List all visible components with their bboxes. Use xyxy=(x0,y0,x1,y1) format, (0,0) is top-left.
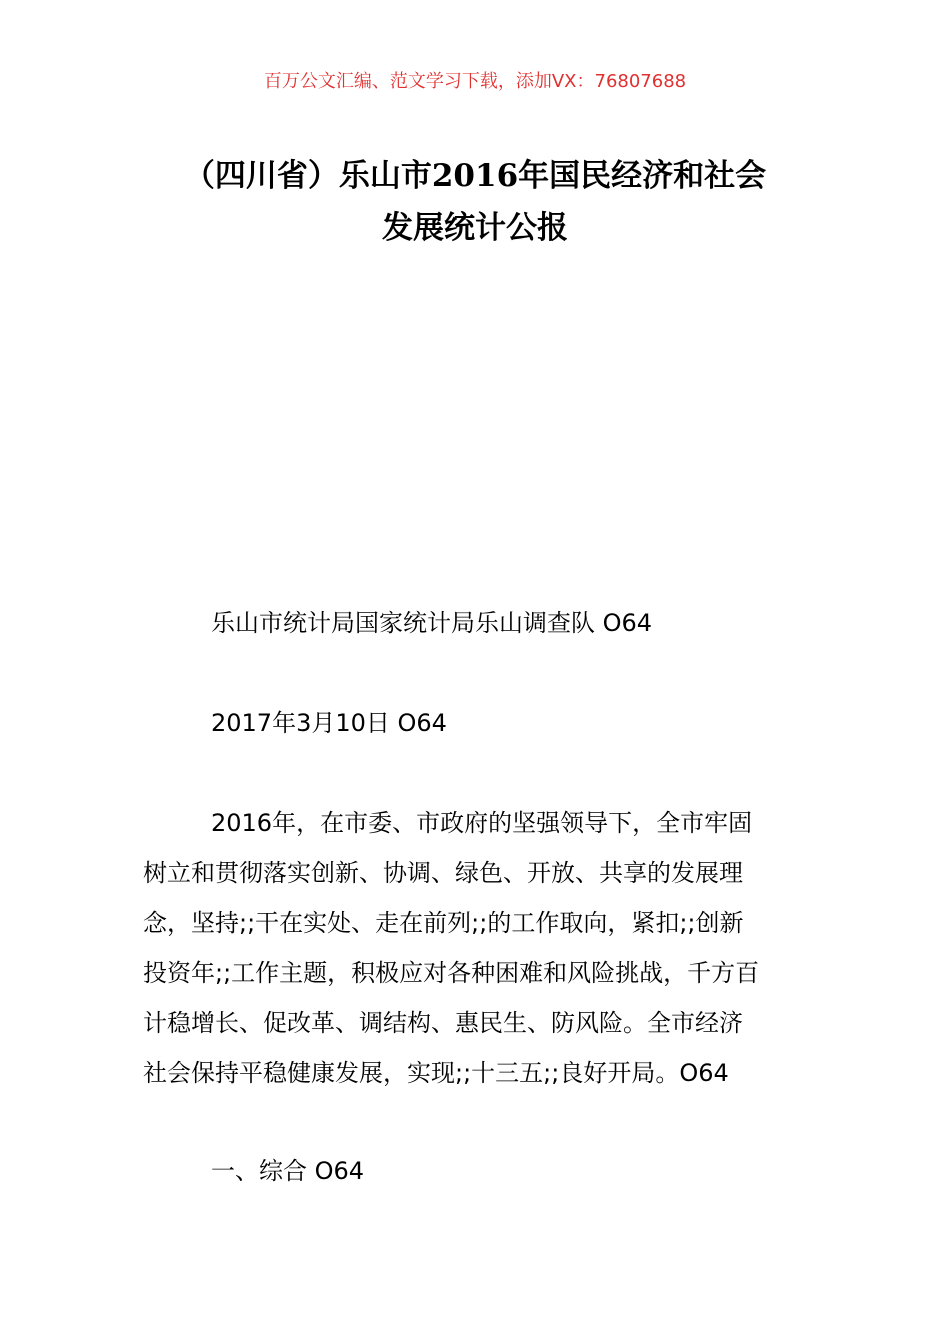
intro-paragraph xyxy=(143,798,807,1098)
paragraph-line: 树立和贯彻落实创新、协调、绿色、开放、共享的发展理 xyxy=(143,859,743,887)
section-heading: 一、综合 O64 xyxy=(211,1157,365,1185)
paragraph-line: 计稳增长、促改革、调结构、惠民生、防风险。全市经济 xyxy=(143,1009,743,1037)
title-line-1: （四川省）乐山市2016年国民经济和社会 xyxy=(183,158,767,194)
date-line: 2017年3月10日 O64 xyxy=(211,709,447,737)
paragraph-line: 投资年;;工作主题，积极应对各种困难和风险挑战，千方百 xyxy=(143,959,760,987)
header-promo-note: 百万公文汇编、范文学习下载，添加VX：76807688 xyxy=(263,71,687,92)
title-line-2: 发展统计公报 xyxy=(382,210,568,246)
paragraph-line: 念，坚持;;干在实处、走在前列;;的工作取向，紧扣;;创新 xyxy=(143,909,744,937)
paragraph-line: 2016年，在市委、市政府的坚强领导下，全市牢固 xyxy=(211,809,753,837)
document-title xyxy=(95,150,855,254)
paragraph-line: 社会保持平稳健康发展，实现;;十三五;;良好开局。O64 xyxy=(143,1059,729,1087)
issuer-line: 乐山市统计局国家统计局乐山调查队 O64 xyxy=(211,609,653,637)
